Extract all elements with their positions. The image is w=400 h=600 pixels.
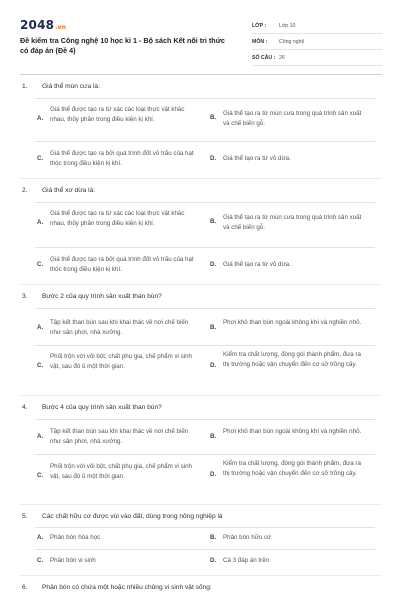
option-text: Kiểm tra chất lượng, đóng gói thành phẩm, đưa ra thị trường hoặc vận chuyển đến cơ sở trồng cây. — [223, 460, 361, 477]
meta-label: MÔN : — [252, 38, 268, 45]
question-number: 2. — [22, 187, 28, 194]
option-letter: C. — [37, 155, 44, 162]
option-letter: B. — [210, 324, 217, 331]
option-c[interactable] — [37, 352, 207, 371]
option-a[interactable] — [37, 427, 207, 446]
option-c[interactable] — [37, 462, 207, 481]
question-line — [22, 403, 382, 412]
option-divider — [35, 308, 375, 309]
option-text: Giá thể tạo ra từ mùn cưa trong quá trình sản xuất và chế biến gỗ. — [223, 214, 362, 231]
question-item — [22, 292, 382, 301]
option-b[interactable] — [210, 213, 380, 232]
option-divider — [35, 454, 375, 455]
question-number: 6. — [22, 584, 28, 591]
question-divider — [20, 504, 382, 505]
option-c[interactable] — [37, 149, 207, 168]
meta-class-row — [252, 18, 382, 34]
option-c[interactable] — [37, 255, 207, 274]
option-letter: B. — [210, 218, 217, 225]
exam-title: Đề kiểm tra Công nghệ 10 học kì 1 - Bộ sách Kết nối tri thức có đáp án (Đề 4) — [20, 36, 225, 55]
option-text: Phân bón vi sinh — [50, 557, 96, 564]
question-text: Giá thể mùn cưa là: — [42, 83, 100, 90]
option-d[interactable] — [210, 556, 380, 566]
option-divider — [35, 141, 375, 142]
option-b[interactable] — [210, 427, 380, 442]
option-text: Tập kết than bùn sau khi khai thác về nơi chế biến như sân phơi, nhà xưởng. — [50, 319, 189, 336]
option-b[interactable] — [210, 533, 380, 543]
option-text: Giá thể được tạo ra từ xác các loại thực vật khác nhau, thủy phân trong điều kiện kị khí. — [50, 210, 185, 227]
option-b[interactable] — [210, 109, 380, 128]
option-text: Phân bón hóa học — [50, 534, 101, 541]
page-header — [20, 18, 382, 66]
meta-label: SỐ CÂU : — [252, 54, 276, 61]
option-letter: D. — [210, 471, 217, 478]
option-text: Giá thể tạo ra từ vỏ dừa. — [223, 261, 291, 268]
option-letter: D. — [210, 557, 217, 564]
option-a[interactable] — [37, 533, 207, 543]
question-item — [22, 583, 382, 592]
question-line — [22, 186, 382, 195]
meta-value: 26 — [279, 54, 285, 61]
option-letter: C. — [37, 362, 44, 369]
question-item — [22, 186, 382, 195]
option-text: Phơi khô than bùn ngoài không khí và nghiền nhỏ. — [223, 428, 362, 435]
question-item — [22, 82, 382, 91]
question-line — [22, 292, 382, 301]
option-text: Kiểm tra chất lượng, đóng gói thành phẩm, đưa ra thị trường hoặc vận chuyển đến cơ sở trồng cây. — [223, 351, 361, 368]
option-divider — [35, 549, 375, 550]
option-a[interactable] — [37, 105, 207, 124]
option-letter: D. — [210, 155, 217, 162]
question-text: Bước 4 của quy trình sản xuất than bùn? — [42, 404, 162, 411]
option-divider — [35, 527, 375, 528]
option-letter: A. — [37, 219, 44, 226]
option-text: Cả 3 đáp án trên — [223, 557, 270, 564]
option-text: Giá thể được tạo ra từ xác các loại thực vật khác nhau, thủy phân trong điều kiện kị khí. — [50, 106, 185, 123]
option-a[interactable] — [37, 209, 207, 228]
question-divider — [20, 284, 382, 285]
question-number: 3. — [22, 293, 28, 300]
option-divider — [35, 98, 375, 99]
logo-suffix: .vn — [55, 24, 67, 31]
option-letter: A. — [37, 433, 44, 440]
question-item — [22, 512, 382, 521]
option-letter: B. — [210, 433, 217, 440]
question-divider — [20, 575, 382, 576]
question-line — [22, 583, 382, 592]
option-d[interactable] — [210, 154, 380, 164]
option-text: Tập kết than bùn sau khi khai thác về nơi chế biến như sân phơi, nhà xưởng. — [50, 428, 189, 445]
option-text: Giá thể được tạo ra bởi quá trình đốt vỏ trấu của hạt thóc trong điều kiện kị khí. — [50, 256, 194, 273]
option-letter: C. — [37, 472, 44, 479]
option-b[interactable] — [210, 318, 380, 333]
option-d[interactable] — [210, 260, 380, 270]
meta-label: LỚP : — [252, 22, 267, 29]
option-letter: A. — [37, 534, 44, 541]
option-divider — [35, 345, 375, 346]
question-divider — [20, 395, 382, 396]
logo-text: 2048 — [20, 18, 55, 32]
question-text: Các chất hữu cơ được vùi vào đất, dùng trong nông nghiệp là — [42, 513, 223, 520]
question-item — [22, 403, 382, 412]
option-text: Giá thể tạo ra từ vỏ dừa. — [223, 155, 291, 162]
meta-value: Công nghệ — [279, 38, 305, 45]
question-text: Bước 2 của quy trình sản xuất than bùn? — [42, 293, 162, 300]
option-text: Phối trộn với vôi bột, chất phụ gia, chế phẩm vi sinh vật, sau đó ủ một thời gian. — [50, 463, 192, 480]
question-number: 1. — [22, 83, 28, 90]
option-text: Phối trộn với vôi bột, chất phụ gia, chế phẩm vi sinh vật, sau đó ủ một thời gian. — [50, 353, 192, 370]
option-letter: A. — [37, 324, 44, 331]
meta-value: Lớp 10 — [279, 22, 296, 29]
exam-meta — [252, 18, 382, 66]
question-number: 4. — [22, 404, 28, 411]
option-letter: C. — [37, 261, 44, 268]
option-c[interactable] — [37, 556, 207, 566]
question-number: 5. — [22, 513, 28, 520]
site-logo[interactable] — [20, 18, 66, 32]
question-line — [22, 82, 382, 91]
option-text: Phơi khô than bùn ngoài không khí và nghiền nhỏ. — [223, 319, 362, 326]
option-letter: C. — [37, 557, 44, 564]
option-letter: A. — [37, 115, 44, 122]
option-text: Giá thể tạo ra từ mùn cưa trong quá trình sản xuất và chế biến gỗ. — [223, 110, 362, 127]
option-letter: B. — [210, 534, 217, 541]
option-a[interactable] — [37, 318, 207, 337]
option-letter: B. — [210, 114, 217, 121]
option-letter: D. — [210, 261, 217, 268]
question-text: Giá thể xơ dừa là: — [42, 187, 96, 194]
question-text: Phân bón có chứa một hoặc nhiều chủng vi sinh vật sống: — [42, 584, 212, 591]
option-divider — [35, 202, 375, 203]
option-d[interactable] — [210, 459, 380, 480]
option-divider — [35, 247, 375, 248]
option-divider — [35, 419, 375, 420]
option-letter: D. — [210, 362, 217, 369]
option-d[interactable] — [210, 350, 380, 371]
question-line — [22, 512, 382, 521]
meta-count-row — [252, 50, 382, 66]
option-text: Giá thể được tạo ra bởi quá trình đốt vỏ trấu của hạt thóc trong điều kiện kị khí. — [50, 150, 194, 167]
option-text: Phân bón hữu cơ — [223, 534, 272, 541]
meta-subject-row — [252, 34, 382, 50]
header-divider — [20, 74, 382, 75]
question-divider — [20, 178, 382, 179]
